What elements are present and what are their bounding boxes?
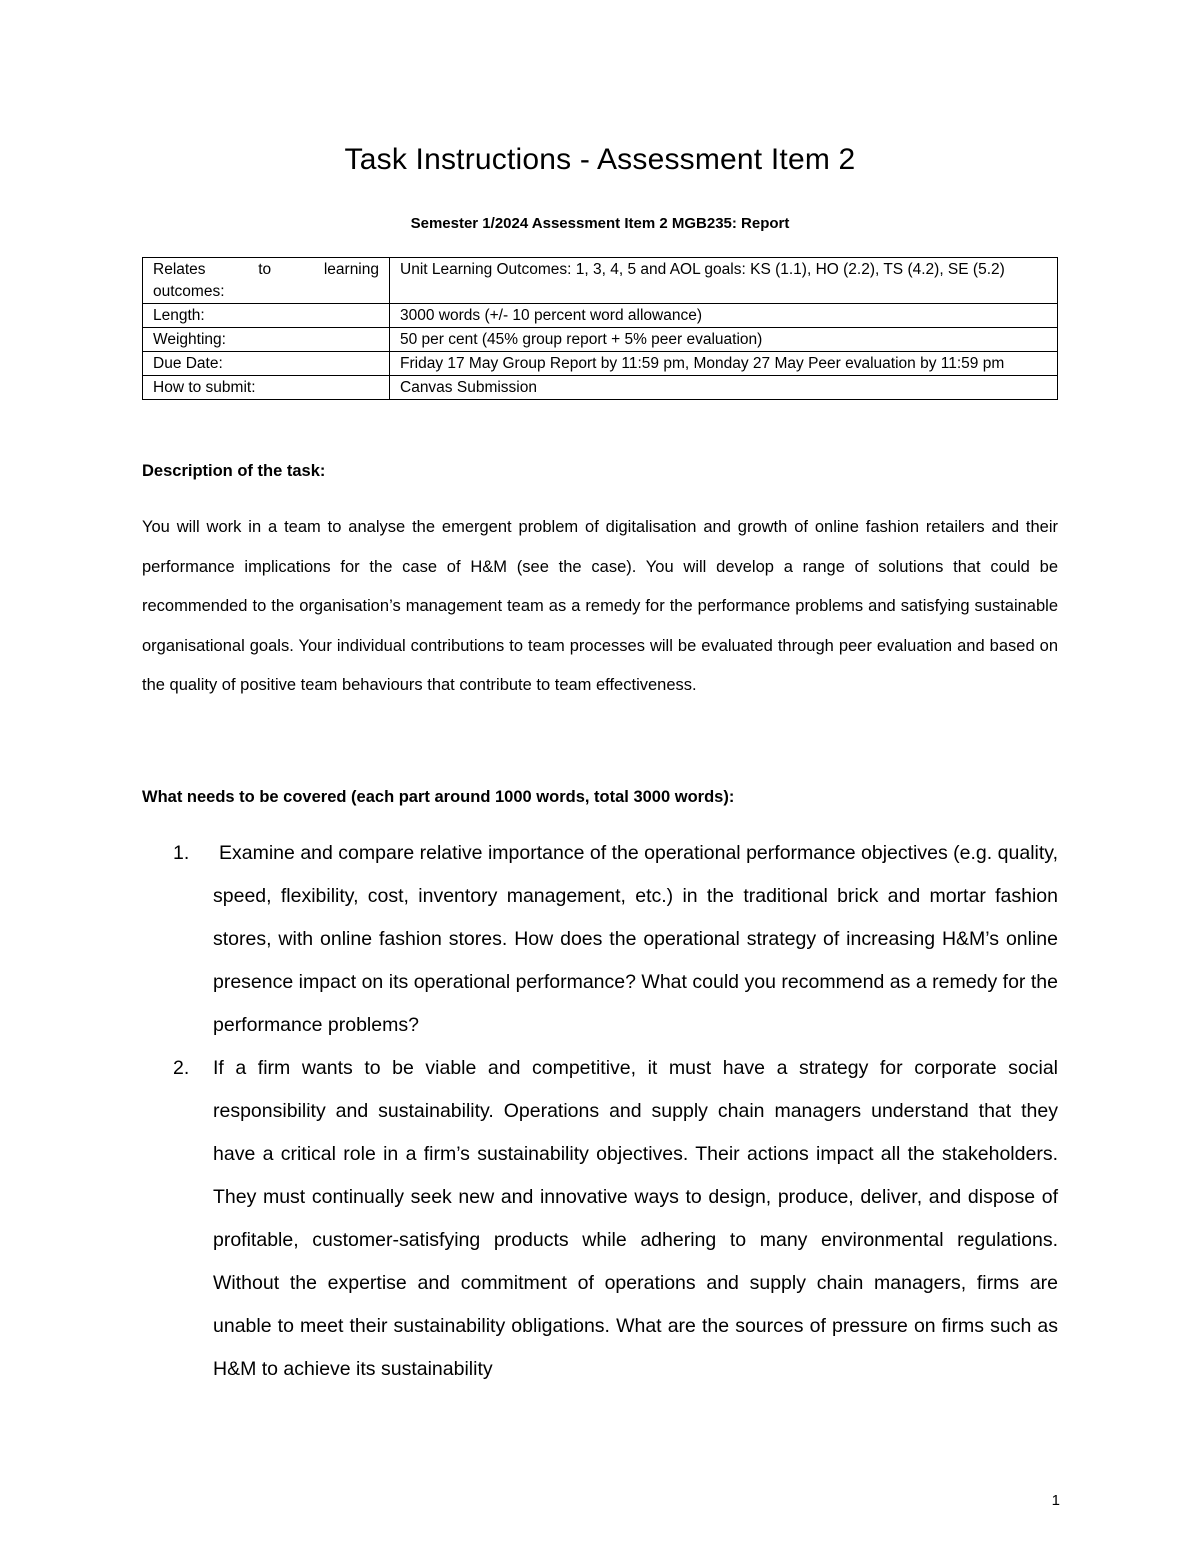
list-item-number: 1. xyxy=(173,842,190,864)
table-value-cell: Unit Learning Outcomes: 1, 3, 4, 5 and AOL goals: KS (1.1), HO (2.2), TS (4.2), SE (5.2) xyxy=(390,258,1058,304)
description-body: You will work in a team to analyse the emergent problem of digitalisation and growth of online fashion retailers and their performance implications for the case of H&M (see the case). You will develop a range of solutions that could be recommended to the organisation’s management team as a remedy for the performance problems and satisfying sustainable organisational goals. Your individual contributions to team processes will be evaluated through peer evaluation and based on the quality of positive team behaviours that contribute to team effectiveness. xyxy=(142,518,1058,694)
relates-label-line xyxy=(153,259,379,281)
learning-word: learning xyxy=(323,261,379,278)
table-row xyxy=(143,258,1058,304)
to-word: to xyxy=(258,261,272,278)
table-row xyxy=(143,352,1058,376)
table-value-cell: 3000 words (+/- 10 percent word allowance) xyxy=(390,304,1058,328)
description-heading: Description of the task: xyxy=(142,462,326,480)
table-value-cell: Canvas Submission xyxy=(390,376,1058,400)
table-value-cell: Friday 17 May Group Report by 11:59 pm, Monday 27 May Peer evaluation by 11:59 pm xyxy=(390,352,1058,376)
document-title: Task Instructions - Assessment Item 2 xyxy=(344,143,856,176)
document-subtitle: Semester 1/2024 Assessment Item 2 MGB235: Report xyxy=(410,215,790,232)
table-label-cell: Weighting: xyxy=(143,328,390,352)
relates-word: Relates xyxy=(153,261,206,278)
relates-label-line-2: outcomes: xyxy=(153,283,225,300)
table-row xyxy=(143,304,1058,328)
table-label-cell xyxy=(143,258,390,304)
table-value-cell: 50 per cent (45% group report + 5% peer evaluation) xyxy=(390,328,1058,352)
table-row xyxy=(143,376,1058,400)
list-item-text: Examine and compare relative importance of the operational performance objectives (e.g. quality, speed, flexibility, cost, inventory management, etc.) in the traditional brick and mortar fashion stores, with online fashion stores. How does the operational strategy of increasing H&M’s online presence impact on its operational performance? What could you recommend as a remedy for the performance problems? xyxy=(213,842,1058,1036)
assessment-info-table xyxy=(142,257,1058,400)
table-label-cell: Length: xyxy=(143,304,390,328)
table-label-cell: How to submit: xyxy=(143,376,390,400)
list-item-text: If a firm wants to be viable and competitive, it must have a strategy for corporate social responsibility and sustainability. Operations and supply chain managers understand that they have a critical role in a firm’s sustainability objectives. Their actions impact all the stakeholders. They must continually seek new and innovative ways to design, produce, deliver, and dispose of profitable, customer-satisfying products while adhering to many environmental regulations. Without the expertise and commitment of operations and supply chain managers, firms are unable to meet their sustainability obligations. What are the sources of pressure on firms such as H&M to achieve its sustainability xyxy=(213,1057,1058,1380)
table-row xyxy=(143,328,1058,352)
list-item xyxy=(142,832,1058,1047)
coverage-list xyxy=(142,832,1058,1391)
coverage-heading: What needs to be covered (each part around 1000 words, total 3000 words): xyxy=(142,788,735,806)
list-item-number: 2. xyxy=(173,1057,190,1079)
list-item xyxy=(142,1047,1058,1391)
page-number: 1 xyxy=(1051,1492,1060,1509)
table-label-cell: Due Date: xyxy=(143,352,390,376)
